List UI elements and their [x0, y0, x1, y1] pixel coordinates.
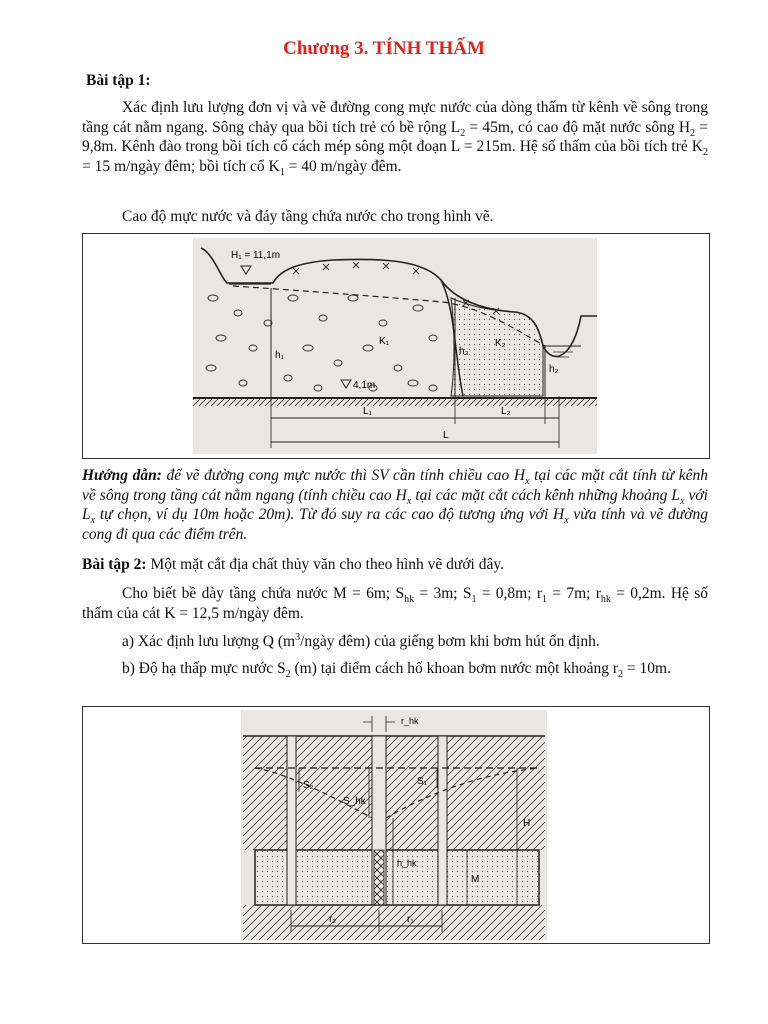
exercise-1-heading: Bài tập 1: — [86, 72, 151, 89]
figure-1-svg — [193, 238, 597, 454]
exercise-2-given: Cho biết bề dày tầng chứa nước M = 6m; $S_{hk} = 3m$; $S_1 = 0,8m$; $r_1 = 7m$; $r_{hk} = 0,2m$. Hệ số thấm của cát K = 12,5 m/ngày đêm. — [82, 585, 708, 622]
observation-well-r2 — [287, 736, 296, 905]
label-h: H — [523, 818, 531, 829]
label-h3: h₃ — [459, 346, 469, 357]
label-k2: K₂ — [495, 338, 506, 349]
base-level-triangle-icon — [341, 380, 351, 388]
impermeable-base-hatch — [193, 399, 597, 406]
figure-1-frame — [82, 233, 710, 459]
label-h1: h₁ — [275, 350, 284, 361]
label-l: L — [443, 430, 449, 441]
exercise-2-intro: Bài tập 2: Một mặt cắt địa chất thủy văn cho theo hình vẽ dưới đây. — [82, 556, 504, 573]
label-l1: L₁ — [363, 406, 372, 417]
label-rhk: r_hk — [401, 716, 419, 726]
figure-2-svg — [241, 710, 547, 940]
old-alluvium-gravel — [206, 295, 437, 391]
exercise-2-heading: Bài tập 2: — [82, 556, 147, 573]
exercise-2-question-a: a) Xác định lưu lượng Q ($m^3$/ngày đêm) của giếng bơm khi bơm hút ổn định. — [122, 631, 600, 650]
label-h1-level: H₁ = 11,1m — [231, 250, 281, 261]
label-hhk: h_hk — [397, 858, 417, 868]
lower-clay-layer — [243, 905, 545, 940]
label-h2: h₂ — [549, 364, 559, 375]
exercise-1-note: Cao độ mực nước và đáy tầng chứa nước cho trong hình vẽ. — [122, 208, 494, 225]
label-r2: r₂ — [329, 914, 337, 925]
figure-2-well-section — [241, 710, 547, 940]
exercise-1-problem: Xác định lưu lượng đơn vị và vẽ đường cong mực nước của dòng thấm từ kênh về sông trong tầng cát nằm ngang. Sông chảy qua bồi tích trẻ có bề rộng $L_2 = 45m$, có cao độ mặt nước sông $H_2 = 9,8m$. Kênh đào trong bồi tích cổ cách mép sông một đoạn L = 215m. Hệ số thấm của bồi tích trẻ $K_2 = 15$ m/ngày đêm; bồi tích cổ $K_1 = 40$ m/ngày đêm. — [82, 99, 708, 178]
figure-1-cross-section — [193, 238, 597, 454]
chapter-title: Chương 3. TÍNH THẤM — [283, 38, 485, 59]
label-m: M — [471, 874, 480, 885]
label-k1: K₁ — [379, 336, 390, 347]
exercise-2-question-b: b) Độ hạ thấp mực nước $S_2$ (m) tại điểm cách hố khoan bơm nước một khoảng $r_2 = 10m$. — [122, 660, 671, 681]
observation-well-r1 — [438, 736, 447, 905]
well-screen — [374, 850, 384, 905]
figure-2-frame — [82, 706, 710, 944]
label-r1: r₁ — [407, 914, 414, 925]
label-shk: S_hk — [343, 796, 366, 807]
canal-level-triangle-icon — [241, 266, 251, 274]
label-l2: L₂ — [501, 406, 511, 417]
label-s2: S₂ — [303, 780, 314, 791]
exercise-1-guide: Hướng dẫn: để vẽ đường cong mực nước thì SV cần tính chiều cao $H_x$ tại các mặt cắt tính từ kênh về sông trong tầng cát nằm ngang (tính chiều cao $H_x$ tại các mặt cắt cách kênh những khoảng $L_x$ với $L_x$ tự chọn, ví dụ 10m hoặc 20m). Từ đó suy ra các cao độ tương ứng với $H_x$ vừa tính và vẽ đường cong đi qua các điểm trên. — [82, 467, 708, 543]
label-s1: S₁ — [417, 776, 428, 787]
label-base: 4,1m — [353, 380, 376, 391]
